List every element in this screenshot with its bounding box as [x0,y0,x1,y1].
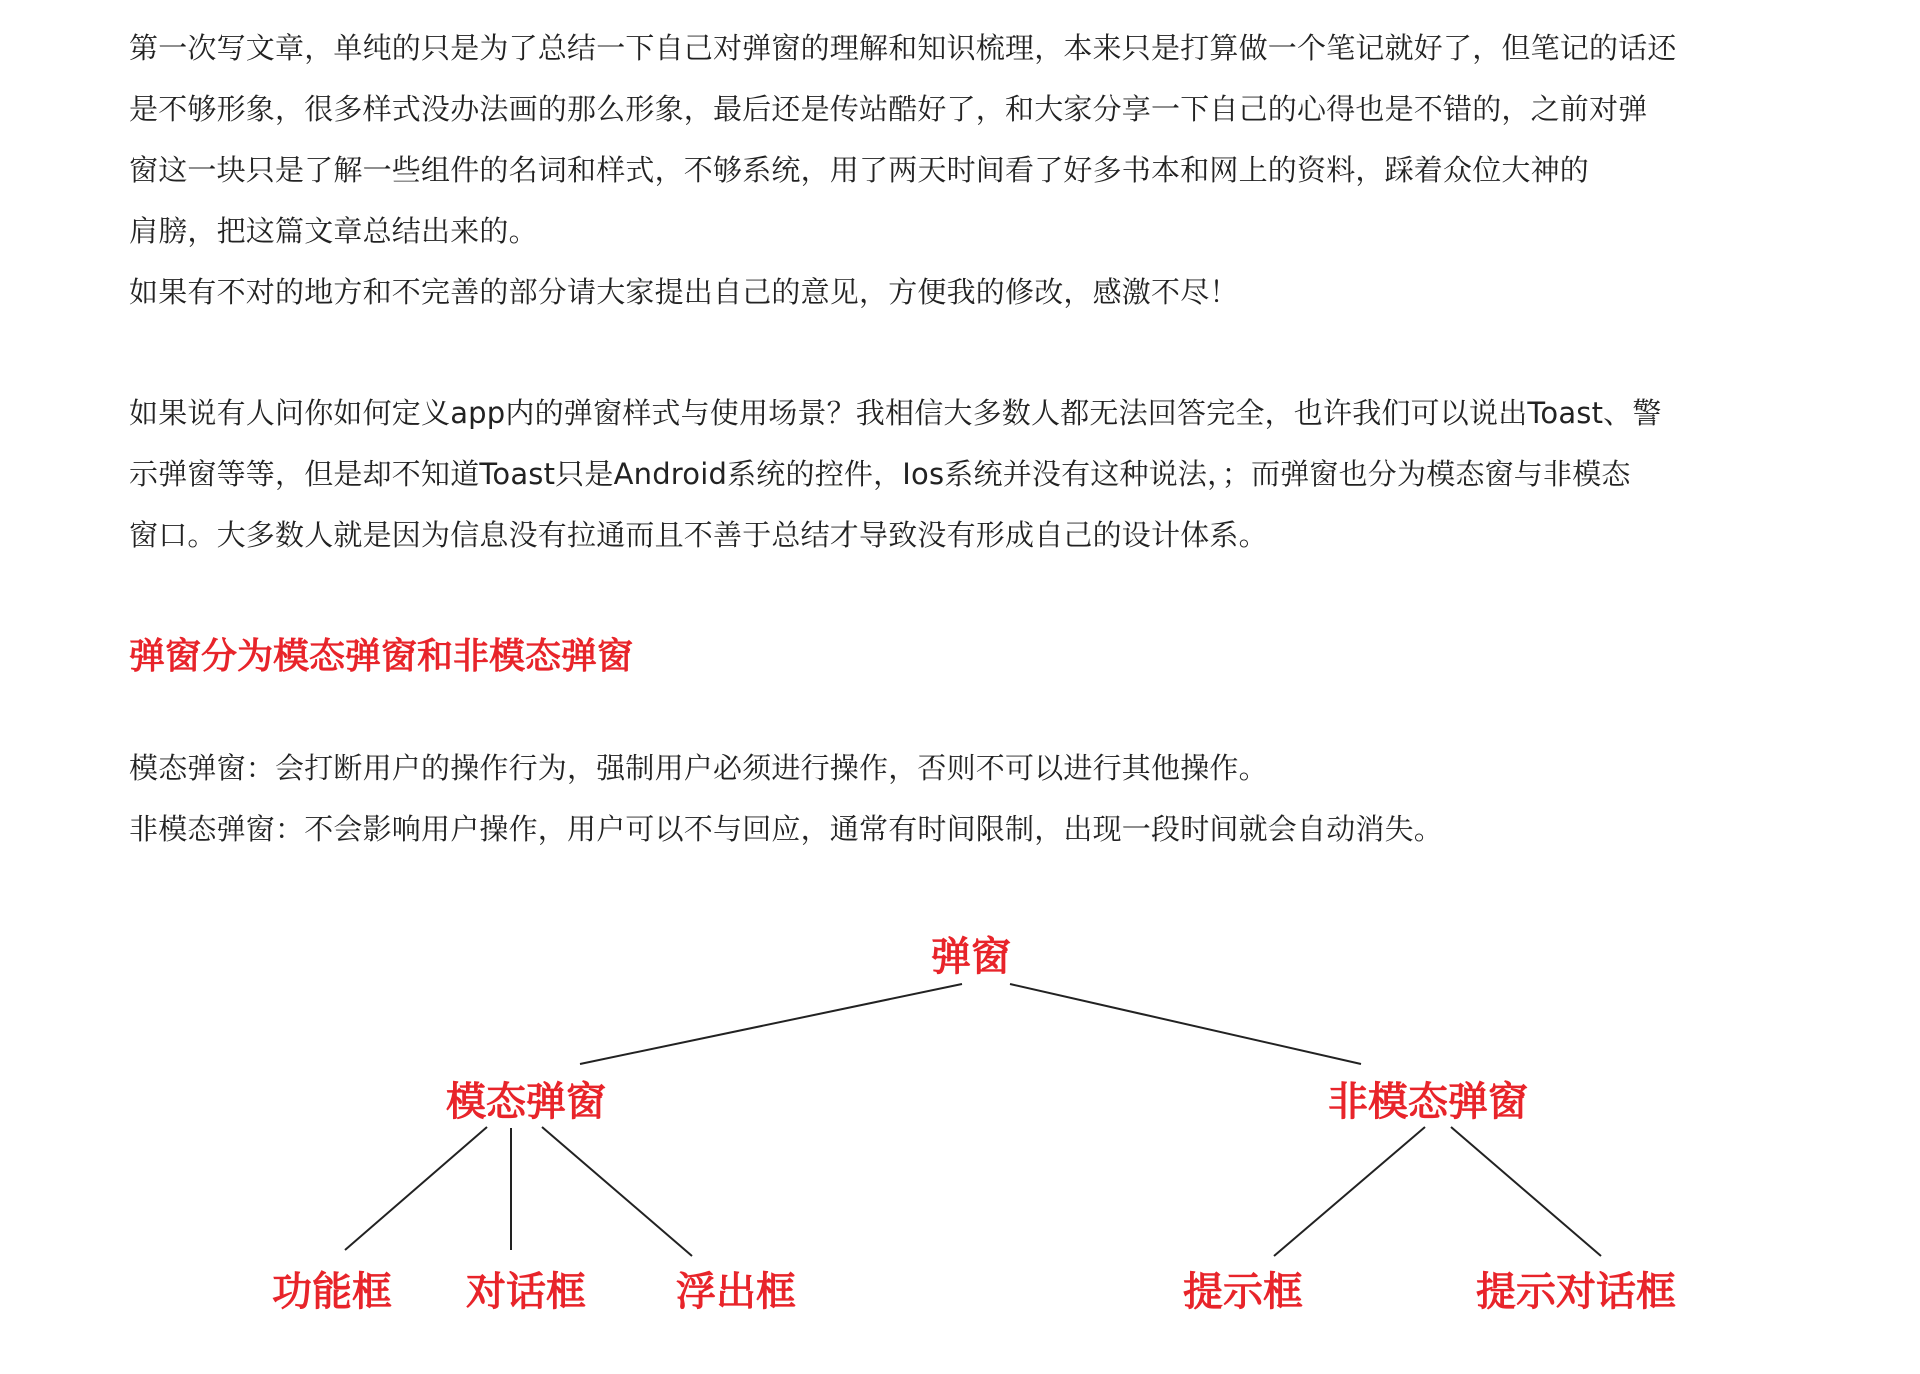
intro-line: 窗这一块只是了解一些组件的名词和样式，不够系统，用了两天时间看了好多书本和网上的资料，踩着众位大神的 [129,153,1590,187]
intro-line: 是不够形象，很多样式没办法画的那么形象，最后还是传站酷好了，和大家分享一下自己的心得也是不错的，之前对弹 [129,92,1648,126]
tree-leaf-hint: 提示框 [1183,1269,1303,1315]
tree-edges [345,984,1601,1256]
tree-non-modal-label: 非模态弹窗 [1328,1079,1528,1125]
tree-root-label: 弹窗 [931,934,1011,980]
edge-modal-functional [345,1127,487,1250]
definitions-paragraph [129,738,1809,860]
definition-modal: 模态弹窗：会打断用户的操作行为，强制用户必须进行操作，否则不可以进行其他操作。 [129,751,1268,785]
section-title: 弹窗分为模态弹窗和非模态弹窗 [129,636,634,677]
edge-non-modal-hint-dialog [1451,1127,1601,1256]
tree-leaf-hint-dialog: 提示对话框 [1476,1269,1676,1315]
question-line: 窗口。大多数人就是因为信息没有拉通而且不善于总结才导致没有形成自己的设计体系。 [129,518,1268,552]
tree-leaf-floating: 浮出框 [676,1269,796,1315]
definition-non-modal: 非模态弹窗：不会影响用户操作，用户可以不与回应，通常有时间限制，出现一段时间就会自动消失。 [129,812,1444,846]
spacer [129,682,1809,738]
edge-modal-floating [542,1127,692,1256]
tree-leaf-functional: 功能框 [272,1269,392,1315]
spacer [129,323,1809,383]
edge-non-modal-hint [1274,1127,1425,1256]
edge-root-non-modal [1010,984,1361,1064]
tree-leaf-dialog: 对话框 [466,1269,586,1315]
edge-root-modal [580,984,962,1064]
tree-modal-label: 模态弹窗 [446,1079,606,1125]
intro-paragraph [129,18,1809,323]
question-paragraph [129,383,1809,566]
article-body [129,18,1809,860]
question-line: 如果说有人问你如何定义app内的弹窗样式与使用场景？我相信大多数人都无法回答完全，也许我们可以说出Toast、警 [129,396,1662,430]
question-line: 示弹窗等等，但是却不知道Toast只是Android系统的控件，Ios系统并没有这种说法，；而弹窗也分为模态窗与非模态 [129,457,1631,491]
intro-line: 肩膀，把这篇文章总结出来的。 [129,214,538,248]
intro-line: 第一次写文章，单纯的只是为了总结一下自己对弹窗的理解和知识梳理，本来只是打算做一个笔记就好了，但笔记的话还 [129,31,1677,65]
spacer [129,566,1809,632]
intro-line: 如果有不对的地方和不完善的部分请大家提出自己的意见，方便我的修改，感激不尽！ [129,275,1239,309]
